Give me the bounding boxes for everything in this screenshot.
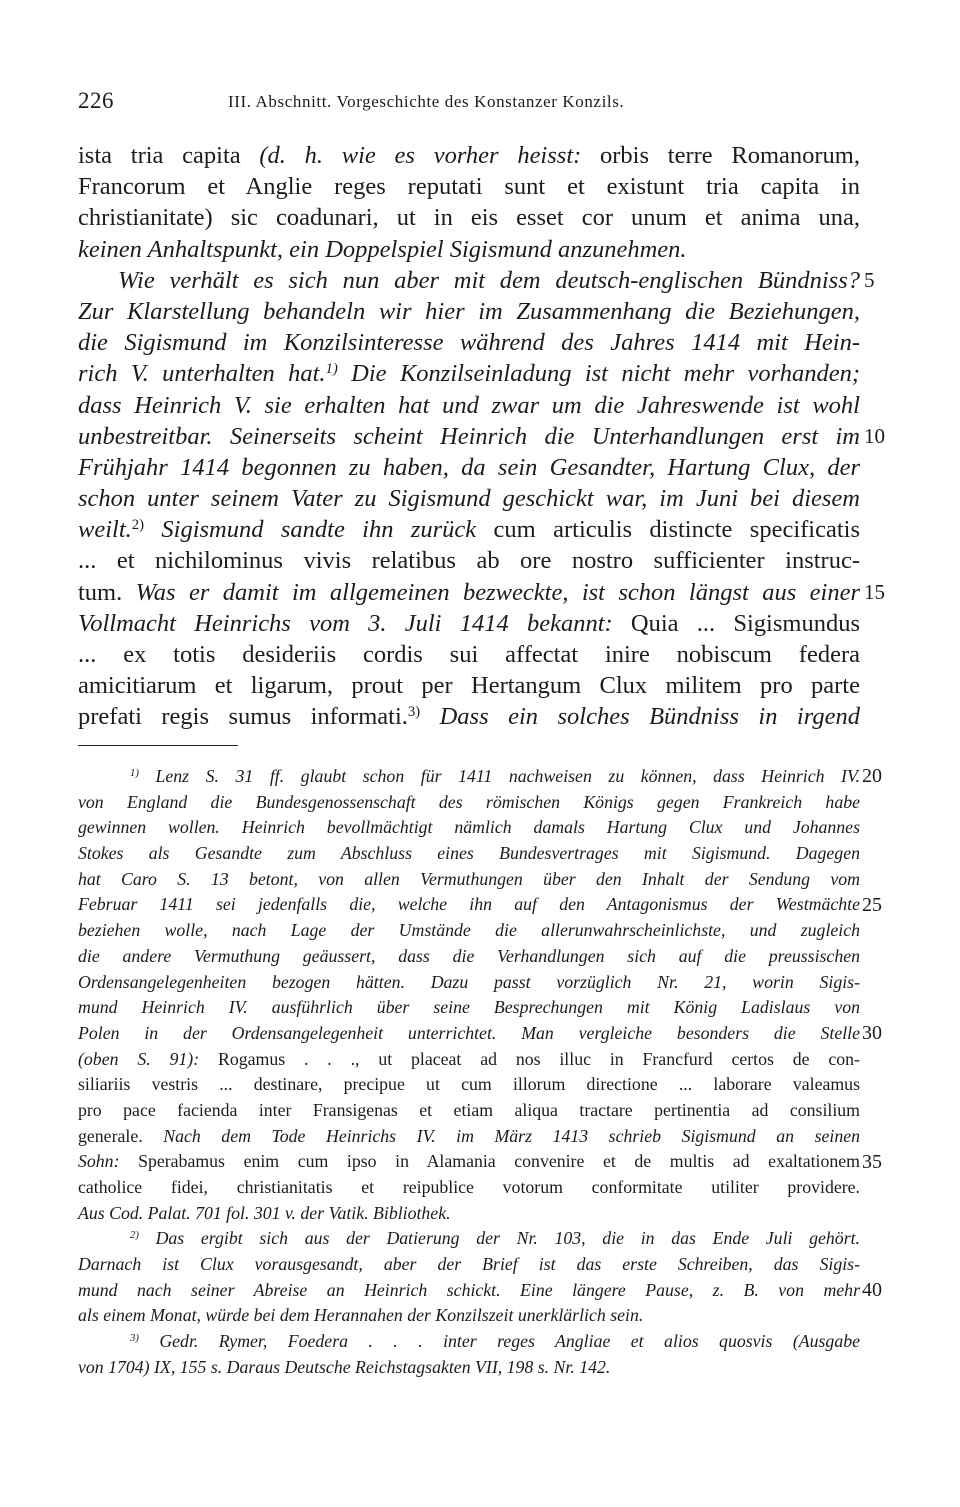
- footnote-line: Aus Cod. Palat. 701 fol. 301 v. der Vatik. Bibliothek.: [78, 1202, 451, 1223]
- footnote-line: $^{3)}$ Gedr. Rymer, Foedera . . . inter reges Angliae et alios quosvis (Ausgabe: [130, 1331, 860, 1352]
- text-line: Francorum et Anglie reges reputati sunt et existunt tria capita in: [78, 173, 860, 201]
- footnote-line: generale. Nach dem Tode Heinrichs IV. im März 1413 schrieb Sigismund an seinen: [78, 1125, 860, 1146]
- text-line: christianitate) sic coadunari, ut in eis esset cor unum et anima una,: [78, 204, 860, 232]
- footnote-line: Polen in der Ordensangelegenheit unterrichtet. Man vergleiche besonders die Stelle: [78, 1022, 860, 1043]
- line-number: 25: [862, 894, 882, 916]
- page-header: [78, 88, 868, 118]
- main-text: [78, 140, 860, 733]
- text-line: ... ex totis desideriis cordis sui affectat inire nobiscum federa: [78, 641, 860, 668]
- footnote-line: von 1704) IX, 155 s. Daraus Deutsche Reichstagsakten VII, 198 s. Nr. 142.: [78, 1356, 611, 1377]
- footnote-line: beziehen wolle, nach Lage der Umstände die allerunwahrscheinlichste, und zugleich: [78, 920, 860, 941]
- footnote-ref: 3): [407, 704, 421, 721]
- footnote-line: Februar 1411 sei jedenfalls die, welche ihn auf den Antagonismus der Westmächte: [78, 894, 860, 915]
- text-line: dass Heinrich V. sie erhalten hat und zwar um die Jahreswende ist wohl: [78, 391, 860, 419]
- footnote-line: Sohn: Sperabamus enim cum ipso in Alamania convenire et de multis ad exaltationem: [78, 1151, 860, 1172]
- text-line: die Sigismund im Konzilsinteresse während des Jahres 1414 mit Hein-: [78, 329, 860, 357]
- footnote-line: (oben S. 91): Rogamus . . ., ut placeat ad nos illuc in Francfurd certos de con-: [78, 1048, 860, 1069]
- footnote-line: hat Caro S. 13 betont, von allen Vermuthungen über den Inhalt der Sendung vom: [78, 868, 860, 889]
- footnote-marker: 1): [130, 767, 139, 780]
- text-line: tum. Was er damit im allgemeinen bezweckte, ist schon längst aus einer: [78, 578, 860, 606]
- footnote-line: von England die Bundesgenossenschaft des römischen Königs gegen Frankreich habe: [78, 791, 860, 812]
- line-number: 5: [864, 268, 875, 292]
- footnote-ref: 2): [131, 517, 145, 534]
- text-line: Frühjahr 1414 begonnen zu haben, da sein Gesandter, Hartung Clux, der: [78, 453, 860, 481]
- footnote-rule: [78, 745, 238, 746]
- footnote-line: Darnach ist Clux vorausgesandt, aber der Brief ist das erste Schreiben, das Sigis-: [78, 1254, 860, 1275]
- line-number: 10: [864, 424, 885, 448]
- text-line: prefati regis sumus informati.$^{3)}$ Dass ein solches Bündniss in irgend: [78, 703, 860, 731]
- footnote-line: als einem Monat, würde bei dem Herannahen der Konzilszeit unerklärlich sein.: [78, 1305, 644, 1326]
- text-line: ista tria capita (d. h. wie es vorher heisst: orbis terre Romanorum,: [78, 142, 860, 169]
- footnote-line: mund Heinrich IV. ausführlich über seine Besprechungen mit König Ladislaus von: [78, 997, 860, 1018]
- line-number: 30: [862, 1022, 882, 1044]
- footnote-line: gewinnen wollen. Heinrich bevollmächtigt nämlich damals Hartung Clux und Johannes: [78, 817, 860, 838]
- text-line: Vollmacht Heinrichs vom 3. Juli 1414 bekannt: Quia ... Sigismundus: [78, 609, 860, 637]
- footnotes: [78, 764, 860, 1381]
- footnote-line: $^{1)}$ Lenz S. 31 ff. glaubt schon für 1411 nachweisen zu können, dass Heinrich IV.: [130, 766, 860, 786]
- footnote-line: Ordensangelegenheiten bezogen hätten. Dazu passt vorzüglich Nr. 21, worin Sigis-: [78, 971, 860, 992]
- line-number: 40: [862, 1279, 882, 1301]
- footnote-line: catholice fidei, christianitatis et reipublice votorum conformitate utiliter providere.: [78, 1177, 860, 1197]
- footnote-line: pro pace facienda inter Fransigenas et etiam aliqua tractare pertinentia ad consilium: [78, 1099, 860, 1120]
- footnote-line: $^{2)}$ Das ergibt sich aus der Datierung der Nr. 103, die in das Ende Juli gehört.: [130, 1228, 860, 1249]
- footnote-ref: 1): [325, 361, 338, 378]
- running-head: III. Abschnitt. Vorgeschichte des Konstanzer Konzils.: [228, 92, 625, 111]
- footnote-marker: 3): [130, 1332, 139, 1345]
- text-line: Wie verhält es sich nun aber mit dem deutsch-englischen Bündniss?: [118, 266, 860, 294]
- text-line: ... et nichilominus vivis relatibus ab ore nostro sufficienter instruc-: [78, 547, 860, 575]
- text-line: amicitiarum et ligarum, prout per Hertangum Clux militem pro parte: [78, 672, 860, 700]
- footnote-line: siliariis vestris ... destinare, precipue ut cum illorum directione ... laborare valeamus: [78, 1074, 860, 1095]
- line-number: 35: [862, 1151, 882, 1173]
- page-number: 226: [78, 88, 114, 113]
- text-line: schon unter seinem Vater zu Sigismund geschickt war, im Juni bei diesem: [78, 485, 860, 513]
- line-number: 15: [864, 580, 885, 604]
- text-line: weilt.$^{2)}$ Sigismund sandte ihn zurück cum articulis distincte specificatis: [78, 516, 860, 544]
- footnote-line: mund nach seiner Abreise an Heinrich schickt. Eine längere Pause, z. B. von mehr: [78, 1279, 860, 1300]
- text-line: rich V. unterhalten hat.$^{1)}$ Die Konzilseinladung ist nicht mehr vorhanden;: [78, 360, 861, 388]
- line-number: 20: [862, 765, 882, 787]
- footnote-marker: 2): [130, 1229, 139, 1242]
- text-line: unbestreitbar. Seinerseits scheint Heinrich die Unterhandlungen erst im: [78, 422, 860, 450]
- footnote-line: Stokes als Gesandte zum Abschluss eines Bundesvertrages mit Sigismund. Dagegen: [78, 843, 860, 864]
- text-line: Zur Klarstellung behandeln wir hier im Zusammenhang die Beziehungen,: [78, 297, 860, 325]
- text-line: keinen Anhaltspunkt, ein Doppelspiel Sigismund anzunehmen.: [78, 235, 687, 263]
- footnote-line: die andere Vermuthung geäussert, dass die Verhandlungen sich auf die preussischen: [78, 945, 860, 966]
